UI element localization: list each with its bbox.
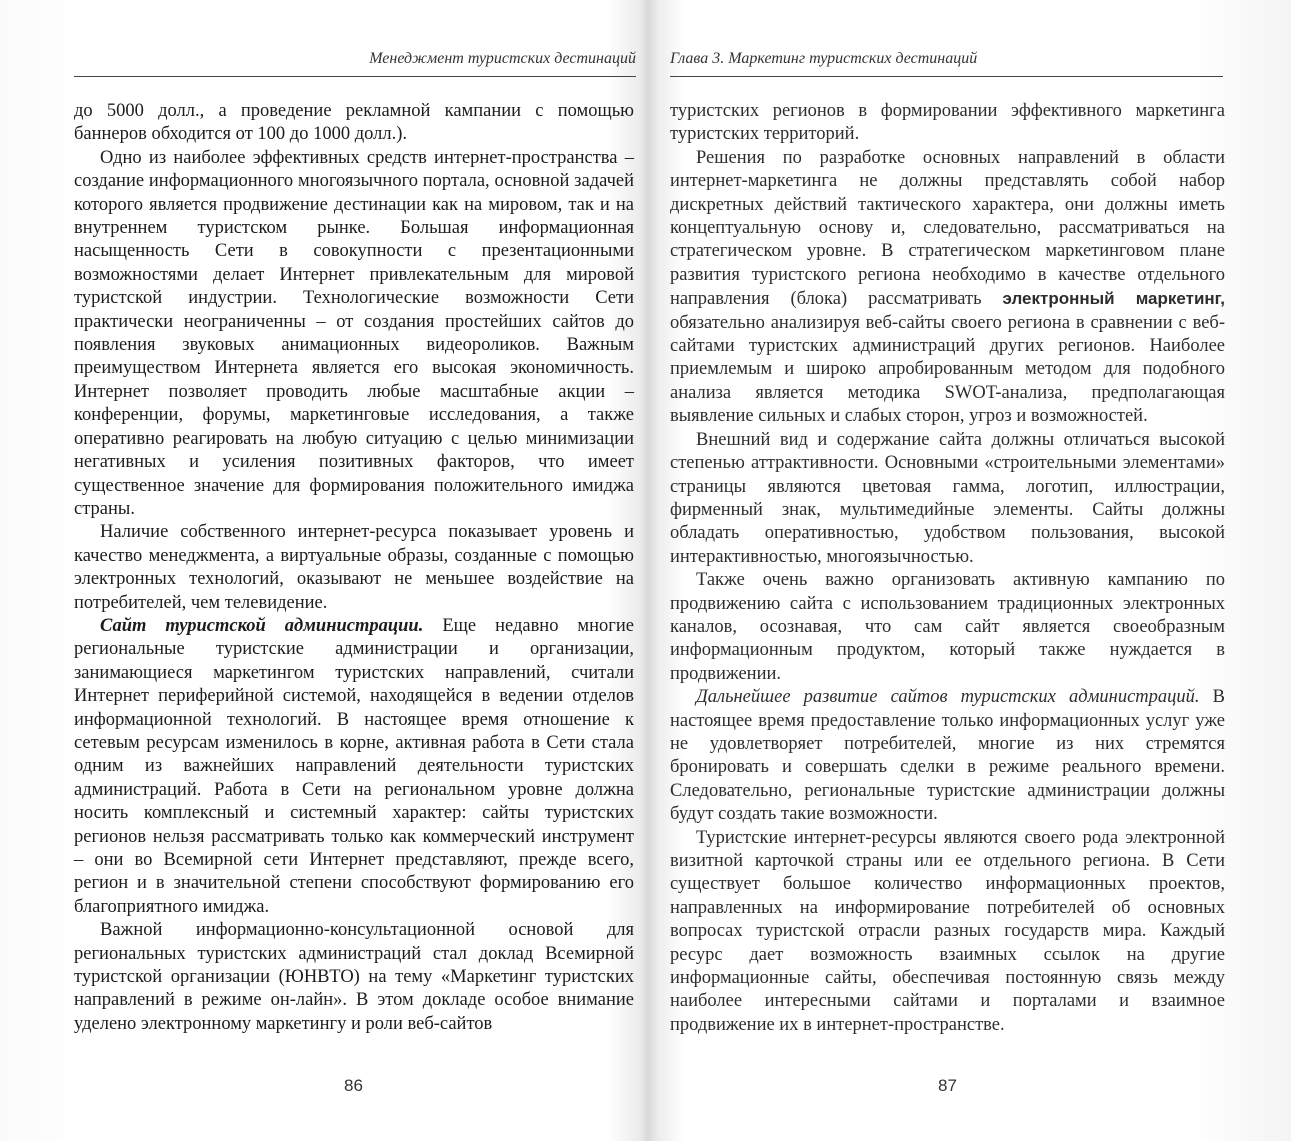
paragraph	[670, 147, 1225, 429]
right-page-body	[670, 100, 1225, 1037]
header-rule-left	[74, 76, 636, 77]
paragraph	[670, 686, 1225, 826]
right-page	[650, 0, 1291, 1141]
paragraph: Внешний вид и содержание сайта должны отличаться высокой степенью аттрактивности. Основными «строительными элементами» страницы являются цветовая гамма, логотип, иллюстрации, фирменный знак, мультимедийные элементы. Сайты должны обладать оперативностью, удобством пользования, высокой интерактивностью, многоязычностью.	[670, 429, 1225, 567]
bold-term: электронный маркетинг,	[1002, 289, 1225, 309]
paragraph-text: Решения по разработке основных направлений в области интернет-маркетинга не должны представлять собой набор дискретных действий тактического характера, они должны иметь концептуальную основу и, следовательно, рассматриваться на стратегическом уровне. В стратегическом маркетинговом плане развития туристского региона необходимо в качестве отдельного направления (блока) рассматривать	[670, 147, 1225, 310]
paragraph: Важной информационно-консультационной основой для региональных туристских администраций стал доклад Всемирной туристской организации (ЮНВТО) на тему «Маркетинг туристских направлений в режиме он-лайн». В этом докладе особое внимание уделено электронному маркетингу и роли веб-сайтов	[74, 920, 634, 1034]
paragraph: до 5000 долл., а проведение рекламной кампании с помощью баннеров обходится от 100 до 1000 долл.).	[74, 101, 634, 145]
section-lead: Сайт туристской администрации.	[100, 615, 424, 636]
paragraph: Наличие собственного интернет-ресурса показывает уровень и качество менеджмента, а виртуальные образы, созданные с помощью электронных технологий, оказывают не меньшее воздействие на потребителей, чем телевидение.	[74, 522, 634, 613]
paragraph: Туристские интернет-ресурсы являются своего рода электронной визитной карточкой страны или ее отдельного региона. В Сети существует большое количество информационных проектов, направленных на информирование потребителей об основных вопросах туристской отрасли разных государств мира. Каждый ресурс дает возможность взаимных ссылок на другие информационные сайты, обеспечивая постоянную связь между наиболее интересными сайтами и порталами и взаимное продвижение их в интернет-пространстве.	[670, 827, 1225, 1035]
header-rule-right	[670, 76, 1223, 77]
paragraph: Одно из наиболее эффективных средств интернет-пространства – создание информационного многоязычного портала, основной задачей которого является продвижение дестинации как на мировом, так и на внутреннем туристском рынке. Большая информационная насыщенность Сети в совокупности с презентационными возможностями делает Интернет привлекательным для мировой туристской индустрии. Технологические возможности Сети практически неограниченны – от создания простейших сайтов до появления звуковых анимационных видеороликов. Важным преимуществом Интернета является его высокая экономичность. Интернет позволяет проводить любые масштабные акции – конференции, форумы, маркетинговые исследования, а также оперативно реагировать на любую ситуацию с целью минимизации негативных и усиления позитивных факторов, что имеет существенное значение для формирования положительного имиджа страны.	[74, 147, 634, 519]
paragraph-text: Еще недавно многие региональные туристские администрации и организации, занимающиеся маркетингом туристских направлений, считали Интернет периферийной системой, находящейся в ведении отделов информационной технологий. В настоящее время отношение к сетевым ресурсам изменилось в корне, активная работа в Сети стала одним из важнейших направлений деятельности туристских администраций. Работа в Сети на региональном уровне должна носить комплексный и системный характер: сайты туристских регионов нельзя рассматривать только как коммерческий инструмент – они во Всемирной сети Интернет представляют, прежде всего, регион и в значительной степени способствуют формированию его благоприятного имиджа.	[74, 615, 634, 917]
running-head-left: Менеджмент туристских дестинаций	[369, 50, 636, 67]
page-number-left: 86	[344, 1076, 363, 1095]
page-number-right: 87	[938, 1076, 957, 1095]
paragraph-text: обязательно анализируя веб-сайты своего региона в сравнении с веб-сайтами туристских администраций других регионов. Наиболее приемлемым и широко апробированным методом для подобного анализа является методика SWOT-анализа, предполагающая выявление сильных и слабых сторон, угроз и возможностей.	[670, 312, 1225, 427]
paragraph-text: В настоящее время предоставление только информационных услуг уже не удовлетворяет потребителей, многие из них стремятся бронировать и совершать сделки в режиме реального времени. Следовательно, региональные туристские администрации должны будут создать такие возможности.	[670, 687, 1225, 825]
running-head-right: Глава 3. Маркетинг туристских дестинаций	[670, 50, 978, 67]
paragraph: Также очень важно организовать активную кампанию по продвижению сайта с использованием традиционных электронных каналов, осознавая, что сам сайт является своеобразным информационным продуктом, который также нуждается в продвижении.	[670, 570, 1225, 684]
section-lead: Дальнейшее развитие сайтов туристских администраций.	[696, 687, 1200, 708]
paragraph	[74, 615, 634, 919]
left-page-body	[74, 100, 634, 1036]
paragraph: туристских регионов в формировании эффективного маркетинга туристских территорий.	[670, 101, 1225, 145]
